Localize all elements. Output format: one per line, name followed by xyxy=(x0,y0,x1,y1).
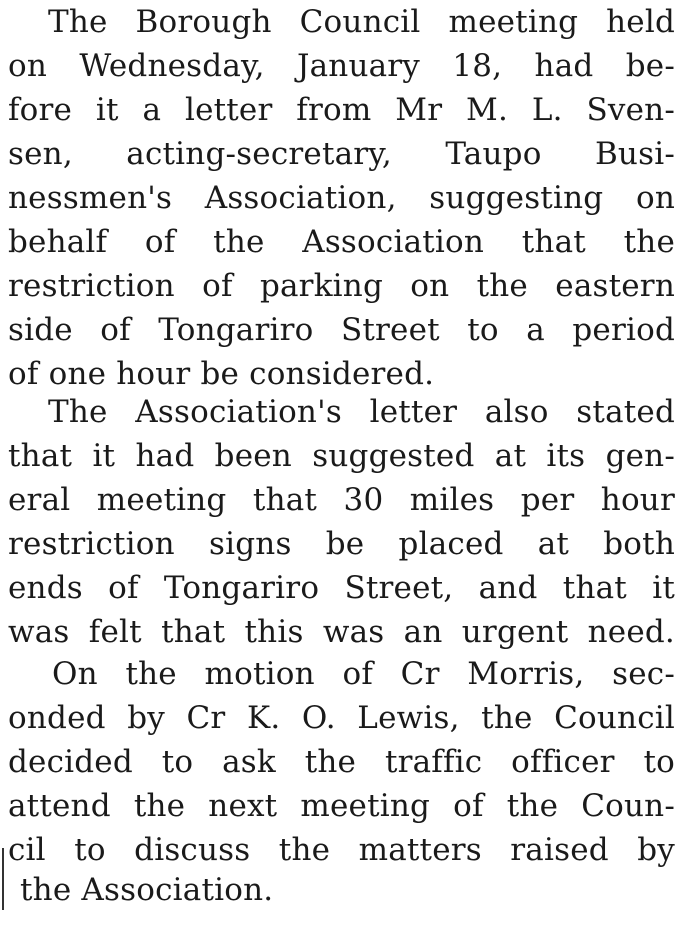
paragraph-1-line-3: fore it a letter from Mr M. L. Sven- xyxy=(8,92,675,128)
paragraph-2-line-6: was felt that this was an urgent need. xyxy=(8,614,675,650)
paragraph-3-line-5: cil to discuss the matters raised by xyxy=(8,832,675,868)
paragraph-1-line-8: side of Tongariro Street to a period xyxy=(8,312,675,348)
paragraph-1-line-6: behalf of the Association that the xyxy=(8,224,675,260)
paragraph-3-line-2: onded by Cr K. O. Lewis, the Council xyxy=(8,700,675,736)
paragraph-3-line-6: the Association. xyxy=(20,872,274,908)
paragraph-1-line-5: nessmen's Association, suggesting on xyxy=(8,180,675,216)
paragraph-1-line-7: restriction of parking on the eastern xyxy=(8,268,675,304)
paragraph-1-line-2: on Wednesday, January 18, had be- xyxy=(8,48,675,84)
paragraph-1-line-9: of one hour be considered. xyxy=(8,356,435,392)
paragraph-3-line-1: On the motion of Cr Morris, sec- xyxy=(52,656,675,692)
paragraph-2-line-5: ends of Tongariro Street, and that it xyxy=(8,570,675,606)
paragraph-2-line-2: that it had been suggested at its gen- xyxy=(8,438,675,474)
paragraph-3-line-3: decided to ask the traffic officer to xyxy=(8,744,675,780)
paragraph-3-line-4: attend the next meeting of the Coun- xyxy=(8,788,675,824)
paragraph-1-line-4: sen, acting-secretary, Taupo Busi- xyxy=(8,136,675,172)
paragraph-1-line-1: The Borough Council meeting held xyxy=(48,4,675,40)
paragraph-2-line-1: The Association's letter also stated xyxy=(48,394,675,430)
column-margin-rule xyxy=(2,848,4,910)
paragraph-2-line-3: eral meeting that 30 miles per hour xyxy=(8,482,675,518)
paragraph-2-line-4: restriction signs be placed at both xyxy=(8,526,675,562)
